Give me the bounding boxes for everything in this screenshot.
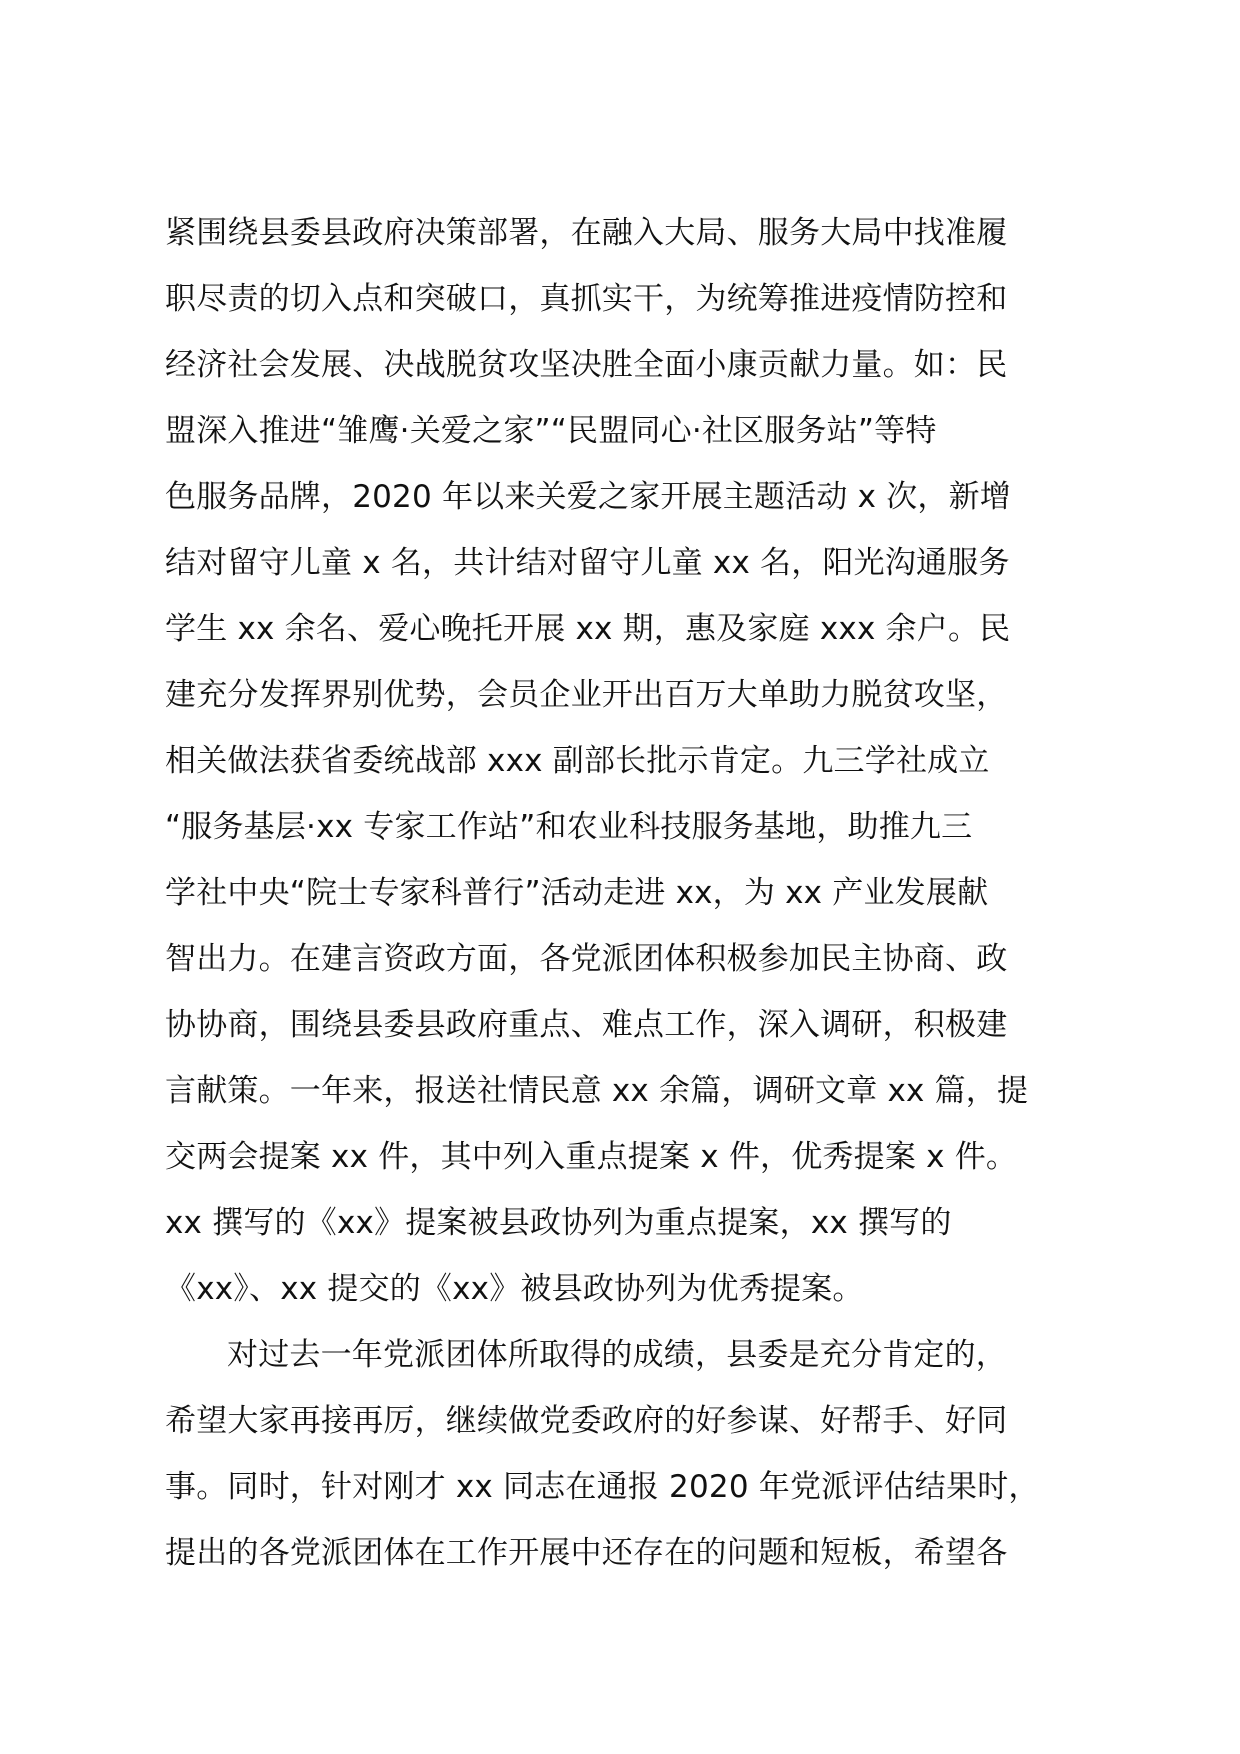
- text-line: 建充分发挥界别优势，会员企业开出百万大单助力脱贫攻坚，: [165, 677, 1008, 713]
- text-line: 希望大家再接再厉，继续做党委政府的好参谋、好帮手、好同: [165, 1403, 1008, 1439]
- text-line: 学生 xx 余名、爱心晚托开展 xx 期，惠及家庭 xxx 余户。民: [165, 611, 1011, 647]
- paragraph-start-line: 对过去一年党派团体所取得的成绩，县委是充分肯定的，: [227, 1337, 1007, 1373]
- text-line: 紧围绕县委县政府决策部署，在融入大局、服务大局中找准履: [165, 215, 1008, 251]
- text-line: 交两会提案 xx 件，其中列入重点提案 x 件，优秀提案 x 件。: [165, 1139, 1018, 1175]
- text-line: 职尽责的切入点和突破口，真抓实干，为统筹推进疫情防控和: [165, 281, 1008, 317]
- text-line: “服务基层·xx 专家工作站”和农业科技服务基地，助推九三: [165, 809, 973, 845]
- text-line: 学社中央“院士专家科普行”活动走进 xx，为 xx 产业发展献: [165, 875, 989, 911]
- text-line: 色服务品牌，2020 年以来关爱之家开展主题活动 x 次，新增: [165, 479, 1011, 515]
- text-line: 盟深入推进“雏鹰·关爱之家”“民盟同心·社区服务站”等特: [165, 413, 937, 449]
- text-line: 相关做法获省委统战部 xxx 副部长批示肯定。九三学社成立: [165, 743, 990, 779]
- text-line: 提出的各党派团体在工作开展中还存在的问题和短板，希望各: [165, 1535, 1008, 1571]
- text-line: 《xx》、xx 提交的《xx》被县政协列为优秀提案。: [165, 1271, 864, 1307]
- text-line: 智出力。在建言资政方面，各党派团体积极参加民主协商、政: [165, 941, 1008, 977]
- text-line: 言献策。一年来，报送社情民意 xx 余篇，调研文章 xx 篇，提: [165, 1073, 1029, 1109]
- text-line: 协协商，围绕县委县政府重点、难点工作，深入调研，积极建: [165, 1007, 1008, 1043]
- text-line: 经济社会发展、决战脱贫攻坚决胜全面小康贡献力量。如：民: [165, 347, 1008, 383]
- text-line: 事。同时，针对刚才 xx 同志在通报 2020 年党派评估结果时，: [165, 1469, 1040, 1505]
- text-line: xx 撰写的《xx》提案被县政协列为重点提案，xx 撰写的: [165, 1205, 952, 1241]
- body-text: [165, 200, 1095, 1586]
- text-line: 结对留守儿童 x 名，共计结对留守儿童 xx 名，阳光沟通服务: [165, 545, 1010, 581]
